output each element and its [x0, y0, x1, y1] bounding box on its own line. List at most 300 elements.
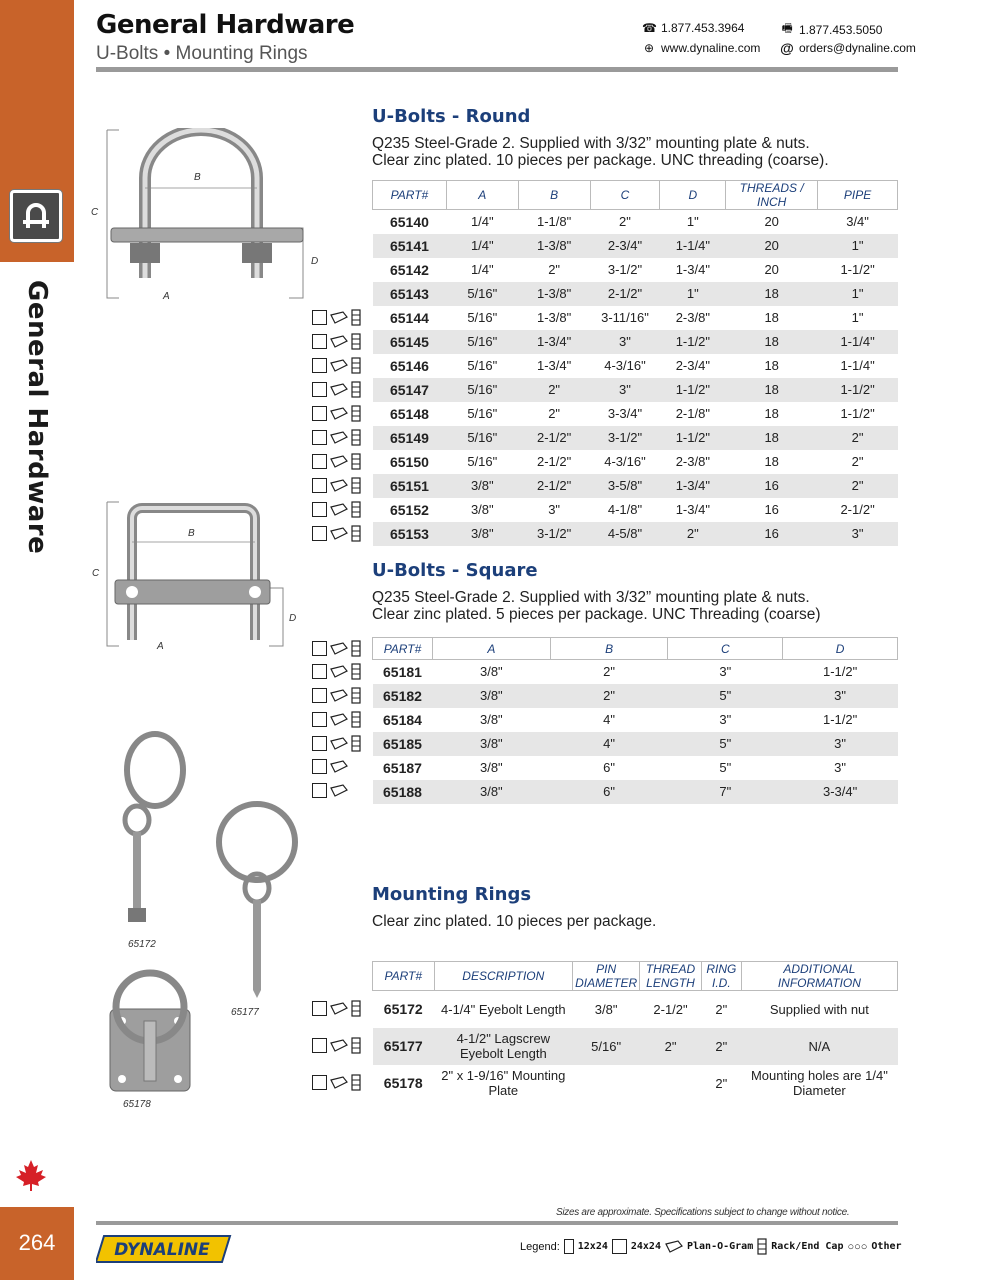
- order-checkbox[interactable]: [312, 526, 327, 541]
- phone-number[interactable]: 1.877.453.3964: [661, 21, 745, 35]
- order-checkbox[interactable]: [312, 759, 327, 774]
- table-cell: 16: [726, 522, 818, 546]
- rack-end-cap-icon: [351, 687, 361, 704]
- table-cell: 6": [550, 780, 668, 804]
- phone-contact: [642, 21, 744, 35]
- table-row: [373, 732, 898, 756]
- table-cell: 3": [548, 502, 561, 517]
- table-cell: Mounting holes are 1/4" Diameter: [750, 1068, 888, 1098]
- column-header: PART#: [373, 638, 433, 660]
- table-cell: 3-1/2": [607, 262, 643, 277]
- rack-end-cap-icon: [351, 525, 361, 542]
- table-cell: 2-1/2": [518, 474, 590, 498]
- table-cell: 2": [548, 262, 561, 277]
- plan-o-gram-icon: [330, 1076, 348, 1089]
- table-row: [373, 1028, 898, 1065]
- plan-o-gram-icon: [330, 431, 348, 444]
- plan-o-gram-icon: [330, 479, 348, 492]
- table-cell: 3-11/16": [601, 310, 649, 325]
- column-header: D: [783, 638, 898, 660]
- plan-o-gram-icon: [330, 407, 348, 420]
- table-cell: 1-3/4": [537, 358, 572, 373]
- row-availability-icons: [312, 640, 361, 657]
- lagscrew-ring-photo-65177: [210, 800, 305, 1000]
- table-cell: 20: [764, 262, 779, 277]
- part-number-cell: 65182: [373, 684, 433, 708]
- section-desc-round-2: Clear zinc plated. 10 pieces per package. UNC threading (coarse).: [372, 152, 829, 169]
- table-row: [373, 780, 898, 804]
- row-availability-icons: [312, 663, 361, 680]
- row-availability-icons: [312, 711, 361, 728]
- table-cell: 3/8": [446, 522, 518, 546]
- part-number-cell: 65188: [373, 780, 433, 804]
- column-header: PART#: [373, 181, 447, 210]
- section-desc-round-1: Q235 Steel-Grade 2. Supplied with 3/32” mounting plate & nuts.: [372, 135, 810, 152]
- website-contact: [642, 41, 760, 55]
- table-cell: 3": [783, 684, 898, 708]
- plan-o-gram-icon: [330, 359, 348, 372]
- fax-icon: 🖷: [781, 21, 793, 35]
- order-checkbox[interactable]: [312, 664, 327, 679]
- table-row: [373, 708, 898, 732]
- table-cell: 1/4": [446, 234, 518, 258]
- column-header: B: [550, 638, 668, 660]
- rack-end-cap-icon: [351, 1000, 361, 1017]
- email-contact: [780, 40, 916, 56]
- table-cell: 2-1/8": [675, 406, 710, 421]
- rack-end-cap-icon: [757, 1238, 767, 1255]
- part-number-cell: 65151: [373, 474, 447, 498]
- table-cell: 2-3/4": [590, 234, 660, 258]
- legend-plan-o-gram: Plan-O-Gram: [686, 1241, 754, 1252]
- table-cell: 3/8": [432, 780, 550, 804]
- table-cell: 1-1/8": [537, 214, 572, 230]
- table-row: [373, 426, 898, 450]
- plan-o-gram-icon: [330, 737, 348, 750]
- table-cell: 3": [834, 760, 847, 775]
- table-row: [373, 210, 898, 234]
- dim-label-c: C: [91, 207, 99, 218]
- table-cell: 5/16": [467, 358, 498, 373]
- rack-end-cap-icon: [351, 477, 361, 494]
- order-checkbox[interactable]: [312, 430, 327, 445]
- table-cell: 1-1/4": [660, 234, 726, 258]
- table-cell: 2": [518, 378, 590, 402]
- order-checkbox[interactable]: [312, 406, 327, 421]
- page-title: General Hardware: [96, 10, 355, 40]
- fax-contact: [780, 19, 882, 40]
- table-cell: [640, 1065, 702, 1102]
- table-row: [373, 354, 898, 378]
- table-cell: 2": [818, 474, 898, 498]
- table-cell: 1-1/2": [818, 378, 898, 402]
- table-cell: 3": [783, 732, 898, 756]
- row-availability-icons: [312, 735, 361, 752]
- rack-end-cap-icon: [351, 1037, 361, 1054]
- table-cell: 2" x 1-9/16" Mounting Plate: [441, 1068, 566, 1098]
- table-header-row: [373, 638, 898, 660]
- row-availability-icons: [312, 309, 361, 326]
- table-cell: 2-1/2": [537, 454, 572, 469]
- table-cell: 3/4": [846, 214, 869, 230]
- order-checkbox[interactable]: [312, 1001, 327, 1016]
- rack-end-cap-icon: [351, 453, 361, 470]
- table-row: [373, 330, 898, 354]
- part-number-cell: 65142: [389, 261, 429, 278]
- table-row: [373, 474, 898, 498]
- other-icon: ○○○: [847, 1240, 868, 1253]
- legend-12x24-icon: [564, 1239, 574, 1254]
- table-cell: 1-1/2": [840, 406, 875, 421]
- part-number-cell: 65146: [389, 357, 429, 374]
- table-cell: 3/8": [594, 1001, 618, 1017]
- section-title-square: U-Bolts - Square: [372, 560, 538, 581]
- row-availability-icons: [312, 381, 361, 398]
- plan-o-gram-icon: [330, 784, 348, 797]
- ubolt-category-icon: [10, 190, 62, 242]
- dim-label-d: D: [289, 613, 297, 624]
- table-row: [373, 991, 898, 1028]
- dim-label-a: A: [157, 641, 164, 652]
- legend-rack-end-cap: Rack/End Cap: [771, 1241, 844, 1252]
- legend: [520, 1238, 902, 1255]
- plate-ring-photo-65178: [106, 965, 194, 1095]
- order-checkbox[interactable]: [312, 1038, 327, 1053]
- table-cell: 1-1/2": [660, 330, 726, 354]
- plan-o-gram-icon: [330, 455, 348, 468]
- order-checkbox[interactable]: [312, 454, 327, 469]
- table-cell: 3": [818, 522, 898, 546]
- table-row: [373, 684, 898, 708]
- square-ubolt-table: [372, 637, 898, 804]
- plan-o-gram-icon: [330, 311, 348, 324]
- table-cell: 1": [660, 282, 726, 306]
- row-availability-icons: [312, 405, 361, 422]
- table-cell: 16: [726, 474, 818, 498]
- table-cell: 5/16": [467, 406, 498, 421]
- legend-label: Legend:: [520, 1240, 560, 1253]
- part-number-cell: 65181: [383, 663, 422, 680]
- part-number-cell: 65147: [373, 378, 447, 402]
- photo-label-65177: 65177: [231, 1007, 259, 1018]
- row-availability-icons: [312, 429, 361, 446]
- table-cell: N/A: [741, 1028, 897, 1065]
- table-cell: 4": [550, 732, 668, 756]
- legend-other: Other: [871, 1241, 902, 1252]
- table-cell: 4-1/8": [607, 502, 643, 517]
- table-cell: 2-1/2": [653, 1001, 688, 1017]
- row-availability-icons: [312, 1000, 361, 1017]
- table-cell: 1-1/4": [840, 358, 875, 373]
- table-cell: 3": [590, 330, 660, 354]
- row-availability-icons: [312, 759, 348, 774]
- row-availability-icons: [312, 333, 361, 350]
- table-cell: 1": [851, 310, 864, 325]
- table-cell: 1-1/2": [840, 262, 875, 277]
- eyebolt-ring-photo-65172: [115, 730, 190, 935]
- plan-o-gram-icon: [330, 335, 348, 348]
- table-cell: 2": [550, 684, 668, 708]
- rack-end-cap-icon: [351, 1074, 361, 1091]
- plan-o-gram-icon: [330, 527, 348, 540]
- column-header: PIPE: [818, 181, 898, 210]
- table-row: [373, 522, 898, 546]
- column-header: DESCRIPTION: [434, 962, 573, 991]
- table-row: [373, 234, 898, 258]
- plan-o-gram-icon: [330, 503, 348, 516]
- column-header: A: [432, 638, 550, 660]
- legend-24x24-icon: [612, 1239, 627, 1254]
- column-header: B: [518, 181, 590, 210]
- table-cell: 3-1/2": [518, 522, 590, 546]
- rack-end-cap-icon: [351, 663, 361, 680]
- table-row: [373, 1065, 898, 1102]
- column-header: D: [660, 181, 726, 210]
- plan-o-gram-icon: [665, 1240, 683, 1253]
- part-number-cell: 65149: [373, 426, 447, 450]
- part-number-cell: 65172: [383, 1001, 423, 1018]
- table-row: [373, 756, 898, 780]
- table-cell: 18: [764, 406, 779, 421]
- column-header: THREADS / INCH: [726, 181, 818, 210]
- section-title-round: U-Bolts - Round: [372, 106, 531, 127]
- table-cell: 2-1/2": [590, 282, 660, 306]
- table-cell: 3": [719, 664, 732, 680]
- table-cell: 2": [548, 406, 561, 421]
- table-cell: 18: [764, 358, 779, 373]
- table-cell: 5/16": [446, 330, 518, 354]
- table-cell: 1-3/8": [537, 310, 572, 325]
- table-cell: 5/16": [467, 454, 498, 469]
- table-cell: 3": [590, 378, 660, 402]
- globe-icon: ⊕: [643, 41, 655, 55]
- order-checkbox[interactable]: [312, 712, 327, 727]
- sidebar-label: General Hardware: [22, 280, 52, 555]
- order-checkbox[interactable]: [312, 502, 327, 517]
- table-cell: 3-3/4": [607, 406, 643, 421]
- legend-12x24: 12x24: [577, 1241, 608, 1252]
- part-number-cell: 65148: [389, 405, 429, 422]
- table-header-row: [373, 181, 898, 210]
- email-link[interactable]: orders@dynaline.com: [799, 41, 916, 55]
- column-header: ADDITIONAL INFORMATION: [741, 962, 897, 991]
- table-cell: 20: [764, 214, 779, 230]
- table-cell: 5": [668, 684, 783, 708]
- dim-label-c: C: [92, 568, 100, 579]
- plan-o-gram-icon: [330, 713, 348, 726]
- column-header: PIN DIAMETER: [573, 962, 640, 991]
- order-checkbox[interactable]: [312, 641, 327, 656]
- order-checkbox[interactable]: [312, 1075, 327, 1090]
- plan-o-gram-icon: [330, 642, 348, 655]
- plan-o-gram-icon: [330, 1039, 348, 1052]
- table-cell: 1-1/2": [822, 712, 858, 727]
- table-cell: [573, 1065, 640, 1102]
- fax-number: 1.877.453.5050: [799, 22, 883, 37]
- table-cell: 1-1/2": [660, 378, 726, 402]
- table-cell: 7": [668, 780, 783, 804]
- page-number: 264: [18, 1230, 56, 1255]
- table-cell: 4-5/8": [590, 522, 660, 546]
- part-number-cell: 65141: [373, 234, 447, 258]
- column-header: C: [668, 638, 783, 660]
- part-number-cell: 65150: [389, 453, 429, 470]
- table-cell: 1": [818, 234, 898, 258]
- table-cell: 2-1/2": [840, 502, 875, 517]
- table-row: [373, 258, 898, 282]
- table-cell: 4-1/2" Lagscrew Eyebolt Length: [434, 1028, 573, 1065]
- section-desc-square-1: Q235 Steel-Grade 2. Supplied with 3/32” mounting plate & nuts.: [372, 589, 810, 606]
- part-number-cell: 65145: [373, 330, 447, 354]
- table-cell: 3/8": [479, 664, 503, 680]
- rack-end-cap-icon: [351, 381, 361, 398]
- table-cell: 3-1/2": [590, 426, 660, 450]
- order-checkbox[interactable]: [312, 334, 327, 349]
- row-availability-icons: [312, 453, 361, 470]
- column-header: RING I.D.: [701, 962, 741, 991]
- phone-icon: ☎: [642, 21, 657, 35]
- table-cell: 3": [719, 712, 732, 727]
- table-row: [373, 282, 898, 306]
- legend-24x24: 24x24: [630, 1241, 661, 1252]
- table-cell: 1/4": [470, 262, 494, 277]
- section-desc-rings: Clear zinc plated. 10 pieces per package.: [372, 913, 657, 930]
- table-cell: 1/4": [470, 214, 494, 230]
- section-title-rings: Mounting Rings: [372, 884, 532, 905]
- table-cell: 3-3/4": [783, 780, 898, 804]
- table-row: [373, 306, 898, 330]
- part-number-cell: 65185: [373, 732, 433, 756]
- table-cell: 1-3/8": [518, 234, 590, 258]
- rack-end-cap-icon: [351, 735, 361, 752]
- table-header-row: [373, 962, 898, 991]
- column-header: THREAD LENGTH: [640, 962, 702, 991]
- table-cell: 1-1/2": [660, 426, 726, 450]
- table-cell: 5/16": [573, 1028, 640, 1065]
- table-cell: 1-3/4": [660, 474, 726, 498]
- row-availability-icons: [312, 1074, 361, 1091]
- table-cell: 1-3/4": [675, 262, 710, 277]
- table-cell: 3-5/8": [590, 474, 660, 498]
- order-checkbox[interactable]: [312, 358, 327, 373]
- rack-end-cap-icon: [351, 501, 361, 518]
- table-cell: 2-3/4": [675, 358, 710, 373]
- part-number-cell: 65140: [389, 213, 429, 230]
- order-checkbox[interactable]: [312, 736, 327, 751]
- table-cell: 4-1/4" Eyebolt Length: [441, 1001, 566, 1017]
- part-number-cell: 65177: [373, 1028, 435, 1065]
- table-cell: 2-1/2": [518, 426, 590, 450]
- rack-end-cap-icon: [351, 405, 361, 422]
- table-cell: 1-1/4": [818, 330, 898, 354]
- dim-label-b: B: [188, 528, 195, 539]
- table-row: [373, 498, 898, 522]
- rack-end-cap-icon: [351, 640, 361, 657]
- table-cell: 2": [619, 214, 631, 230]
- rack-end-cap-icon: [351, 357, 361, 374]
- photo-label-65178: 65178: [123, 1099, 151, 1110]
- header-divider: [96, 67, 898, 72]
- footer-divider: [96, 1221, 898, 1225]
- rack-end-cap-icon: [351, 309, 361, 326]
- order-checkbox[interactable]: [312, 478, 327, 493]
- dim-label-b: B: [194, 172, 201, 183]
- table-cell: 5": [668, 732, 783, 756]
- table-cell: 6": [603, 760, 616, 775]
- plan-o-gram-icon: [330, 689, 348, 702]
- row-availability-icons: [312, 501, 361, 518]
- table-row: [373, 660, 898, 684]
- row-availability-icons: [312, 357, 361, 374]
- table-cell: 2-3/8": [675, 454, 710, 469]
- rack-end-cap-icon: [351, 711, 361, 728]
- plan-o-gram-icon: [330, 383, 348, 396]
- table-row: [373, 450, 898, 474]
- dim-label-d: D: [311, 256, 319, 267]
- table-cell: 2": [660, 522, 726, 546]
- footer-disclaimer: Sizes are approximate. Specifications subject to change without notice.: [556, 1207, 850, 1218]
- table-cell: 2": [701, 1028, 741, 1065]
- table-cell: 18: [726, 282, 818, 306]
- table-cell: 4-3/16": [604, 358, 646, 373]
- table-cell: 3/8": [432, 732, 550, 756]
- table-cell: 2": [640, 1028, 702, 1065]
- row-availability-icons: [312, 525, 361, 542]
- square-ubolt-photo: [105, 500, 295, 650]
- table-cell: 18: [726, 378, 818, 402]
- table-cell: 2": [715, 1075, 728, 1091]
- order-checkbox[interactable]: [312, 783, 327, 798]
- part-number-cell: 65153: [373, 522, 447, 546]
- plan-o-gram-icon: [330, 760, 348, 773]
- order-checkbox[interactable]: [312, 688, 327, 703]
- table-cell: 3/8": [479, 712, 503, 727]
- rack-end-cap-icon: [351, 333, 361, 350]
- mounting-rings-table: [372, 961, 898, 1102]
- column-header: C: [590, 181, 660, 210]
- round-ubolt-photo: [105, 128, 310, 300]
- column-header: A: [446, 181, 518, 210]
- table-cell: 4-3/16": [604, 454, 646, 469]
- table-cell: Supplied with nut: [769, 1001, 869, 1017]
- section-desc-square-2: Clear zinc plated. 5 pieces per package. UNC Threading (coarse): [372, 606, 821, 623]
- column-header: PART#: [373, 962, 435, 991]
- table-cell: 4": [603, 712, 616, 727]
- rack-end-cap-icon: [351, 429, 361, 446]
- table-cell: 2": [715, 1001, 728, 1017]
- row-availability-icons: [312, 687, 361, 704]
- table-cell: 5": [719, 760, 732, 775]
- website-link[interactable]: www.dynaline.com: [661, 41, 761, 55]
- svg-text:DYNALINE: DYNALINE: [114, 1240, 210, 1260]
- table-cell: 18: [764, 310, 779, 325]
- table-cell: 3/8": [470, 502, 494, 517]
- dynaline-logo: [96, 1234, 232, 1264]
- order-checkbox[interactable]: [312, 382, 327, 397]
- table-cell: 1": [818, 282, 898, 306]
- part-number-cell: 65178: [383, 1075, 423, 1091]
- round-ubolt-table: [372, 180, 898, 546]
- table-cell: 18: [726, 330, 818, 354]
- photo-label-65172: 65172: [128, 939, 156, 950]
- part-number-cell: 65187: [383, 759, 422, 776]
- row-availability-icons: [312, 783, 348, 798]
- plan-o-gram-icon: [330, 1002, 348, 1015]
- part-number-cell: 65144: [389, 309, 429, 326]
- row-availability-icons: [312, 477, 361, 494]
- order-checkbox[interactable]: [312, 310, 327, 325]
- table-row: [373, 402, 898, 426]
